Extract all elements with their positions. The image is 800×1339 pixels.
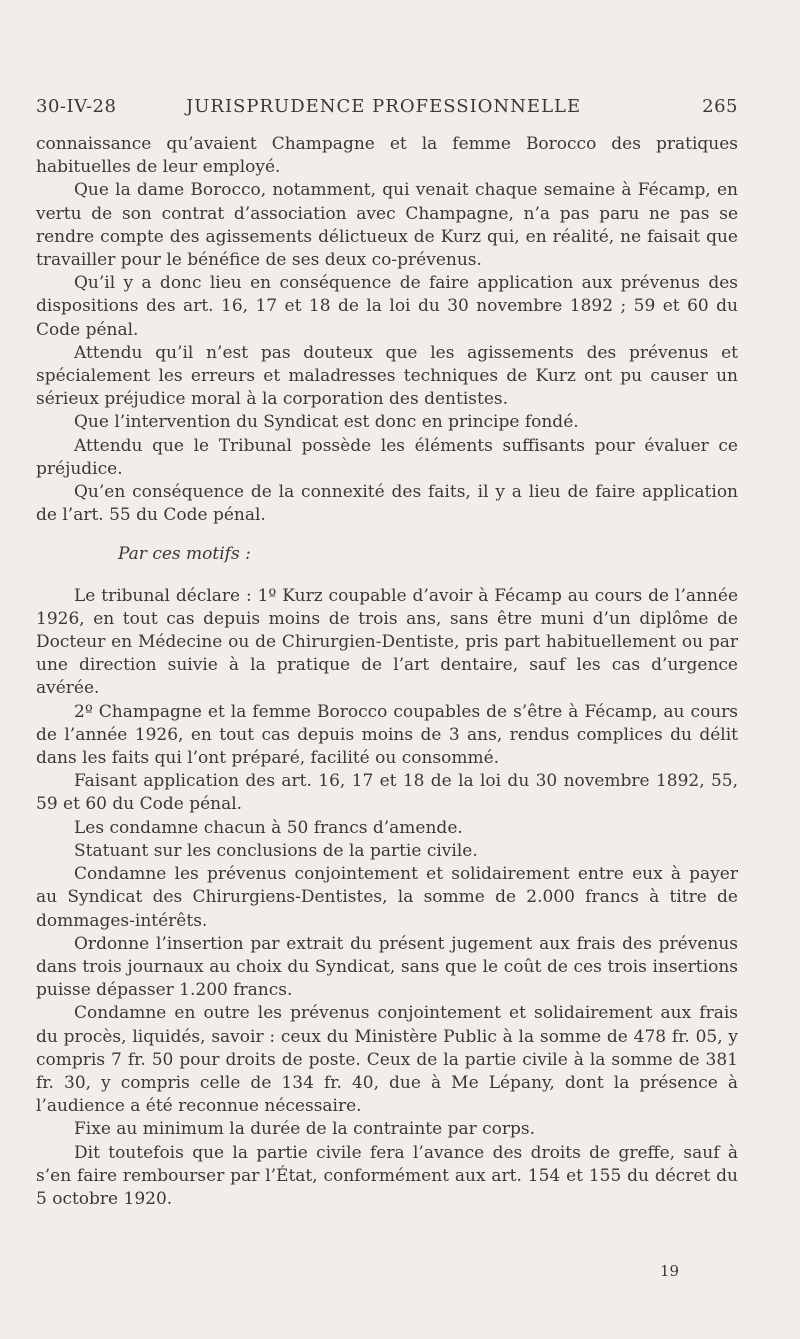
body-text <box>36 133 738 1211</box>
paragraph: Statuant sur les conclusions de la partie civile. <box>74 840 478 861</box>
paragraph: Que la dame Borocco, notamment, qui venait chaque semaine à Fécamp, en vertu de son contrat d’association avec Champagne, n’a pas paru ne pas se rendre compte des agissements délictueux de Kurz qui, en réalité, ne faisait que travailler pour le bénéfice de ses deux co-prévenus. <box>36 180 738 271</box>
signature-mark: 19 <box>660 1262 680 1280</box>
paragraph: Dit toutefois que la partie civile fera l’avance des droits de greffe, sauf à s’en faire rembourser par l’État, conformément aux art. 154 et 155 du décret du 5 octobre 1920. <box>36 1142 738 1209</box>
issue-date: 30-IV-28 <box>36 96 117 117</box>
paragraph: Fixe au minimum la durée de la contrainte par corps. <box>74 1119 536 1140</box>
paragraph: Que l’intervention du Syndicat est donc en principe fondé. <box>74 412 579 433</box>
paragraph: Ordonne l’insertion par extrait du présent jugement aux frais des prévenus dans trois journaux au choix du Syndicat, sans que le coût de ces trois insertions puisse dépasser 1.200 francs. <box>36 933 738 1001</box>
running-head <box>36 96 738 120</box>
paragraph: Qu’en conséquence de la connexité des faits, il y a lieu de faire application de l’art. 55 du Code pénal. <box>36 482 738 526</box>
paragraph: Qu’il y a donc lieu en conséquence de faire application aux prévenus des dispositions des art. 16, 17 et 18 de la loi du 30 novembre 1892 ; 59 et 60 du Code pénal. <box>36 273 738 340</box>
paragraph: Attendu qu’il n’est pas douteux que les agissements des prévenus et spécialement les erreurs et maladresses techniques de Kurz ont pu causer un sérieux préjudice moral à la corporation des dentistes. <box>36 342 738 410</box>
page-title: JURISPRUDENCE PROFESSIONNELLE <box>186 96 582 117</box>
paragraph: Faisant application des art. 16, 17 et 18 de la loi du 30 novembre 1892, 55, 59 et 60 du Code pénal. <box>36 771 738 815</box>
paragraph: Le tribunal déclare : 1º Kurz coupable d’avoir à Fécamp au cours de l’année 1926, en tout cas depuis moins de trois ans, sans être muni d’un diplôme de Docteur en Médecine ou de Chirurgien-Dentiste, pris part habituellement ou par une direction suivie à la pratique de l’art dentaire, sauf les cas d’urgence avérée. <box>36 585 738 699</box>
paragraph: Condamne en outre les prévenus conjointement et solidairement aux frais du procès, liquidés, savoir : ceux du Ministère Public à la somme de 478 fr. 05, y compris 7 fr. 50 pour droits de poste. Ceux de la partie civile à la somme de 381 fr. 30, y compris celle de 134 fr. 40, due à Me Lépany, dont la présence à l’audience a été reconnue nécessaire. <box>36 1003 738 1117</box>
paragraph: connaissance qu’avaient Champagne et la femme Borocco des pratiques habituelles de leur employé. <box>36 134 738 178</box>
section-heading: Par ces motifs : <box>118 544 251 565</box>
paragraph: Attendu que le Tribunal possède les éléments suffisants pour évaluer ce préjudice. <box>36 435 738 479</box>
paragraph: Condamne les prévenus conjointement et solidairement entre eux à payer au Syndicat des Chirurgiens-Dentistes, la somme de 2.000 francs à titre de dommages-intérêts. <box>36 864 738 931</box>
paragraph: 2º Champagne et la femme Borocco coupables de s’être à Fécamp, au cours de l’année 1926, en tout cas depuis moins de 3 ans, rendus complices du délit dans les faits qui l’ont préparé, facilité ou consommé. <box>36 701 738 769</box>
page-number: 265 <box>702 96 738 117</box>
paragraph: Les condamne chacun à 50 francs d’amende. <box>74 817 463 838</box>
